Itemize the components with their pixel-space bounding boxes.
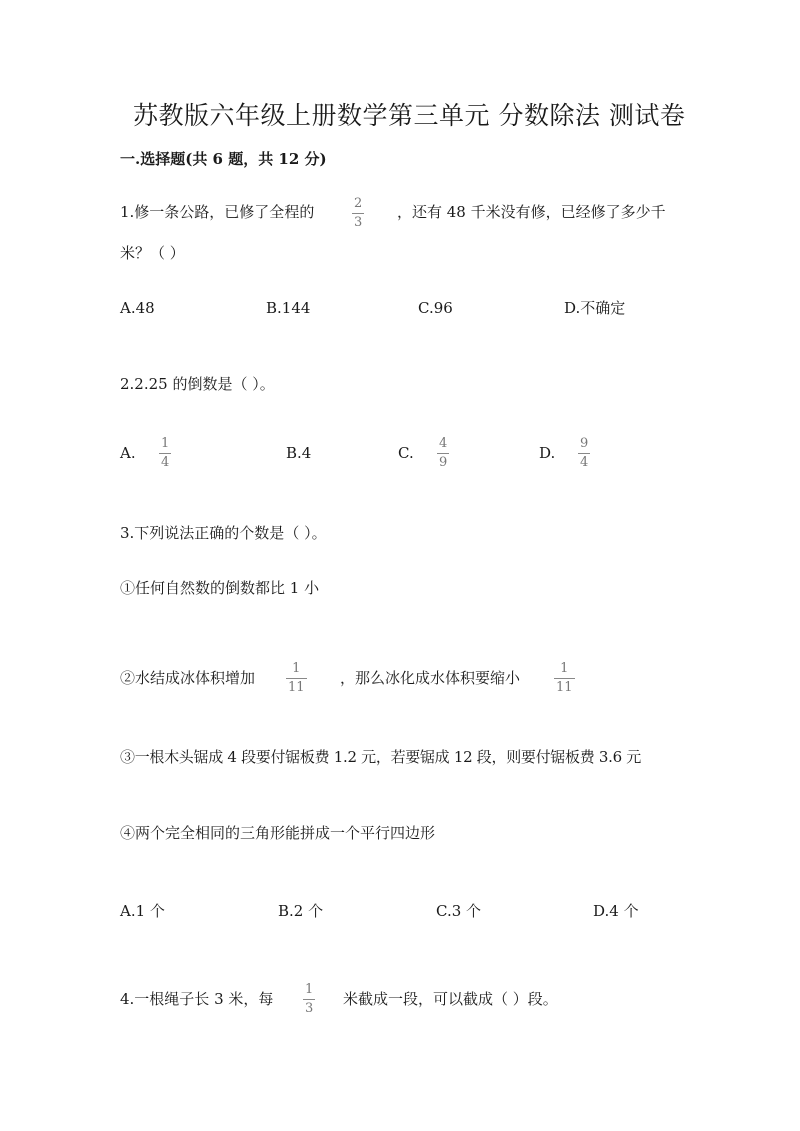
q1-text-line2: 米？（ ） xyxy=(120,244,185,262)
q2-option-d-fraction xyxy=(578,437,590,470)
q3-statement-2-pre: ②水结成冰体积增加 xyxy=(120,669,256,687)
q4-fraction xyxy=(303,983,315,1016)
q2-a-numerator: 1 xyxy=(161,436,170,451)
q3-statement-3: ③一根木头锯成 4 段要付锯板费 1.2 元，若要锯成 12 段，则要付锯板费 3.6 元 xyxy=(120,748,641,766)
q4-text-pre: 4.一根绳子长 3 米，每 xyxy=(120,990,274,1008)
q2-option-b: B.4 xyxy=(286,444,312,462)
q3-option-c: C.3 个 xyxy=(436,902,482,920)
q2-d-numerator: 9 xyxy=(580,436,589,451)
q2-c-numerator: 4 xyxy=(439,436,448,451)
q2-text: 2.2.25 的倒数是（ ）。 xyxy=(120,375,275,393)
q1-fraction-numerator: 2 xyxy=(354,196,363,211)
q2-a-denominator: 4 xyxy=(161,455,170,470)
fraction-bar xyxy=(352,213,364,214)
q4-fraction-numerator: 1 xyxy=(305,982,314,997)
fraction-bar xyxy=(303,999,315,1000)
q2-d-denominator: 4 xyxy=(580,455,589,470)
q3-statement-2-fraction-1 xyxy=(286,662,307,695)
fraction-bar xyxy=(437,453,449,454)
q4-fraction-denominator: 3 xyxy=(305,1001,314,1016)
q3-option-d: D.4 个 xyxy=(593,902,639,920)
q3-s2-f1-denominator: 11 xyxy=(288,680,305,695)
q1-option-b: B.144 xyxy=(266,299,311,317)
q1-text-pre: 1.修一条公路，已修了全程的 xyxy=(120,203,315,221)
q1-fraction xyxy=(352,197,364,230)
q1-option-d: D.不确定 xyxy=(564,299,626,317)
q3-s2-f2-numerator: 1 xyxy=(560,661,569,676)
q3-option-a: A.1 个 xyxy=(120,902,165,920)
q2-c-denominator: 9 xyxy=(439,455,448,470)
q3-s2-f2-denominator: 11 xyxy=(556,680,573,695)
q1-option-a: A.48 xyxy=(120,299,155,317)
q2-option-a-label: A. xyxy=(120,444,136,462)
q3-text: 3.下列说法正确的个数是（ ）。 xyxy=(120,524,327,542)
section-heading: 一.选择题(共 6 题，共 12 分) xyxy=(120,150,327,168)
fraction-bar xyxy=(159,453,171,454)
fraction-bar xyxy=(578,453,590,454)
q3-statement-4: ④两个完全相同的三角形能拼成一个平行四边形 xyxy=(120,824,436,842)
q1-fraction-denominator: 3 xyxy=(354,215,363,230)
fraction-bar xyxy=(286,678,307,679)
q1-option-c: C.96 xyxy=(418,299,453,317)
q3-statement-2-fraction-2 xyxy=(554,662,575,695)
q1-text-post: ，还有 48 千米没有修，已经修了多少千 xyxy=(397,203,666,221)
q3-s2-f1-numerator: 1 xyxy=(292,661,301,676)
page-title: 苏教版六年级上册数学第三单元 分数除法 测试卷 xyxy=(133,101,686,130)
fraction-bar xyxy=(554,678,575,679)
q3-statement-1: ①任何自然数的倒数都比 1 小 xyxy=(120,579,320,597)
q2-option-d-label: D. xyxy=(539,444,556,462)
q2-option-c-label: C. xyxy=(398,444,414,462)
q2-option-a-fraction xyxy=(159,437,171,470)
q3-statement-2-mid: ，那么冰化成水体积要缩小 xyxy=(340,669,521,687)
q3-option-b: B.2 个 xyxy=(278,902,324,920)
q4-text-post: 米截成一段，可以截成（ ）段。 xyxy=(343,990,558,1008)
q2-option-c-fraction xyxy=(437,437,449,470)
